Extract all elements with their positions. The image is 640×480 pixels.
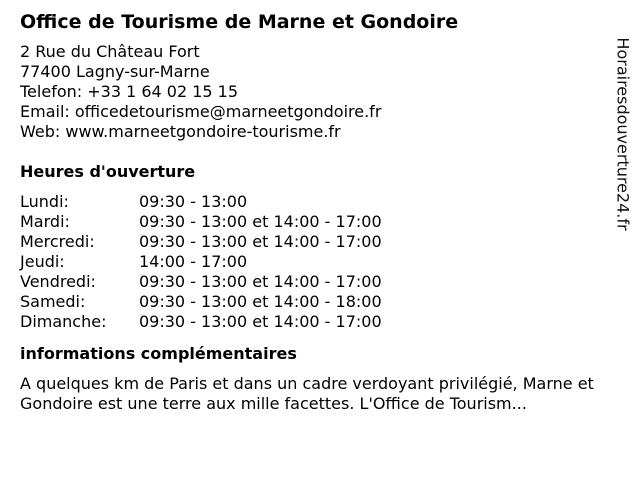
phone-line: Telefon: +33 1 64 02 15 15 [20, 82, 239, 101]
hours-day: Mardi: [20, 212, 70, 231]
address-street: 2 Rue du Château Fort [20, 42, 200, 61]
hours-time: 09:30 - 13:00 [139, 192, 248, 211]
hours-time: 14:00 - 17:00 [139, 252, 248, 271]
hours-day: Samedi: [20, 292, 86, 311]
hours-row-mardi [20, 212, 605, 232]
hours-row-vendredi [20, 272, 605, 292]
info-heading: informations complémentaires [20, 344, 297, 363]
hours-row-mercredi [20, 232, 605, 252]
email-line: Email: officedetourisme@marneetgondoire.fr [20, 102, 382, 121]
hours-day: Jeudi: [20, 252, 65, 271]
hours-day: Dimanche: [20, 312, 107, 331]
hours-time: 09:30 - 13:00 et 14:00 - 17:00 [139, 232, 382, 251]
address-block [20, 42, 605, 142]
hours-day: Vendredi: [20, 272, 96, 291]
page-title: Office de Tourisme de Marne et Gondoire [20, 11, 459, 33]
hours-row-samedi [20, 292, 605, 312]
hours-heading: Heures d'ouverture [20, 162, 196, 181]
hours-time: 09:30 - 13:00 et 14:00 - 17:00 [139, 312, 382, 331]
hours-row-lundi [20, 192, 605, 212]
hours-table [20, 192, 605, 332]
info-text: A quelques km de Paris et dans un cadre verdoyant privilégié, Marne et Gondoire est une terre aux mille facettes. L'Office de Tourism... [20, 374, 594, 413]
hours-row-jeudi [20, 252, 605, 272]
hours-row-dimanche [20, 312, 605, 332]
hours-time: 09:30 - 13:00 et 14:00 - 17:00 [139, 212, 382, 231]
brand-side-text: Horairesdouverture24.fr [613, 37, 633, 231]
hours-time: 09:30 - 13:00 et 14:00 - 17:00 [139, 272, 382, 291]
address-city: 77400 Lagny-sur-Marne [20, 62, 210, 81]
web-line: Web: www.marneetgondoire-tourisme.fr [20, 122, 341, 141]
hours-day: Lundi: [20, 192, 69, 211]
main-content [20, 10, 605, 414]
hours-time: 09:30 - 13:00 et 14:00 - 18:00 [139, 292, 382, 311]
hours-day: Mercredi: [20, 232, 95, 251]
